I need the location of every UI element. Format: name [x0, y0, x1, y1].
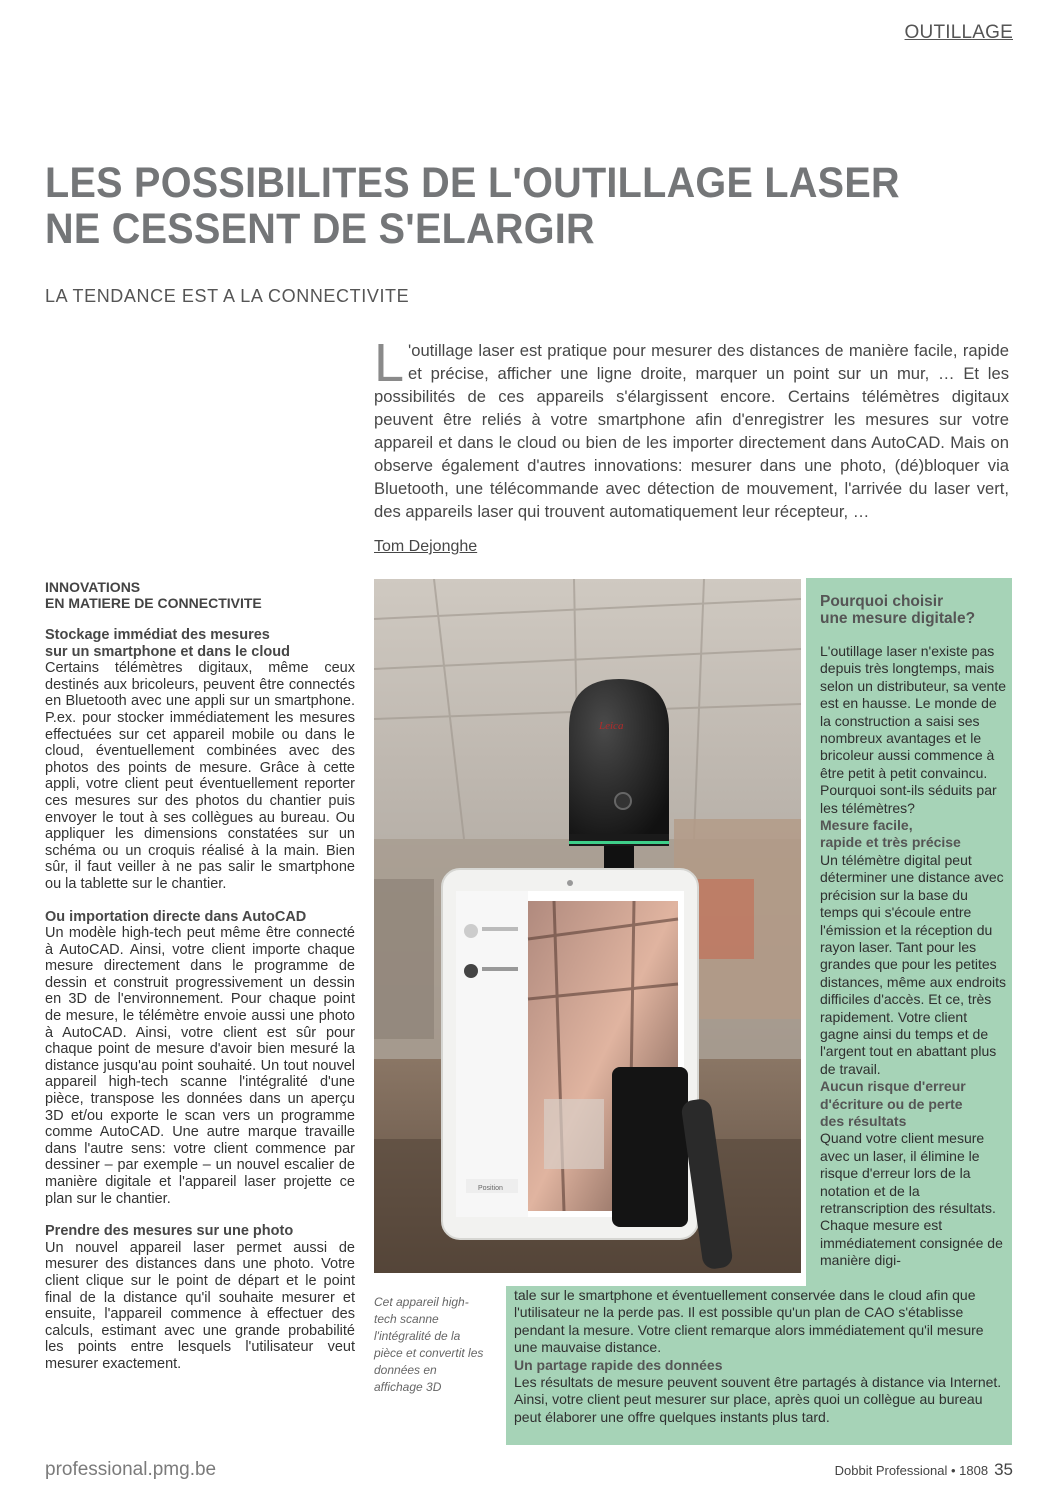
sidebar-title	[820, 593, 1006, 627]
sidebar-paragraph-4: Les résultats de mesure peuvent souvent être partagés à distance via Internet. Ainsi, votre client peut mesurer sur place, après quoi un collègue au bureau peut élaborer une offre quelques instants plus tard.	[514, 1374, 1002, 1425]
article-photo	[374, 579, 801, 1273]
sidebar-column	[820, 593, 1006, 1270]
scanner-logo: Leica	[599, 720, 624, 732]
subheading-cloud-line-2: sur un smartphone et dans le cloud	[45, 643, 290, 660]
paragraph-cloud: Certains télémètres digitaux, même ceux destinés aux bricoleurs, peuvent être connectés en Bluetooth avec une appli sur un smartphone. P.ex. pour stocker immédiatement les mesures effectuées sur cet appareil mobile ou dans le cloud, éventuellement combinées avec des photos des points de mesure. Grâce à cette appli, votre client peut éventuellement reporter ces mesures sur des photos du chantier puis envoyer le tout à ses collègues au bureau. Ou appliquer les dimensions constatées sur un schéma ou un croquis réalisé à la main. Bien sûr, il faut veiller à ne pas salir le smartphone ou la tablette sur le chantier.	[45, 660, 355, 892]
sidebar-subheading-2-line-1: Aucun risque d'erreur	[820, 1078, 966, 1095]
footer-publication	[835, 1460, 1013, 1480]
article-title	[45, 160, 928, 252]
dropcap: L	[374, 333, 405, 393]
section-heading-line-2: EN MATIERE DE CONNECTIVITE	[45, 594, 262, 611]
sidebar-subheading-3: Un partage rapide des données	[514, 1356, 723, 1373]
photo-caption: Cet appareil high-tech scanne l'intégralité de la pièce et convertit les données en affichage 3D	[374, 1295, 484, 1394]
sidebar-paragraph-3b: tale sur le smartphone et éventuellement conservée dans le cloud afin que l'utilisateur ne la perde pas. Il est possible qu'un plan de CAO s'établisse pendant la mesure. Votre client remarque alors immédiatement qu'il mesure une mauvaise distance.	[514, 1287, 984, 1356]
left-column	[45, 580, 355, 1373]
sidebar-subheading-1-line-1: Mesure facile,	[820, 817, 913, 834]
paragraph-photo: Un nouvel appareil laser permet aussi de mesurer des distances dans une photo. Votre client clique sur le point de départ et le point final de la distance qu'il souhaite mesurer et ensuite, l'appareil commence à effectuer des calculs, estimant avec une grande probabilité les points entre lesquels l'utilisateur veut mesurer exactement.	[45, 1239, 355, 1372]
title-line-1: LES POSSIBILITES DE L'OUTILLAGE LASER	[45, 159, 900, 207]
sidebar-title-line-1: Pourquoi choisir	[820, 593, 944, 610]
section-heading-line-1: INNOVATIONS	[45, 579, 141, 595]
subheading-cloud	[45, 627, 355, 660]
subheading-photo: Prendre des mesures sur une photo	[45, 1223, 294, 1240]
section-heading	[45, 580, 355, 611]
sidebar-paragraph-3a: Quand votre client mesure avec un laser, il élimine le risque d'erreur lors de la notation et de la retranscription des résultats. Chaque mesure est immédiatement consignée de manière digi-	[820, 1130, 1003, 1269]
footer-magazine: Dobbit Professional • 1808	[834, 1463, 989, 1478]
subheading-cloud-line-1: Stockage immédiat des mesures	[45, 627, 270, 643]
intro-text: 'outillage laser est pratique pour mesurer des distances de manière facile, rapide et précise, afficher une ligne droite, marquer un point sur un mur, … Et les possibilités de ces appareils s'élargissent encore. Certains télémètres digitaux peuvent être reliés à votre smartphone afin d'enregistrer les mesures sur votre appareil et dans le cloud ou bien de les importer directement dans AutoCAD. Mais on observe également d'autres innovations: mesurer dans une photo, (dé)bloquer via Bluetooth, une télécommande avec détection de mouvement, l'arrivée du laser vert, des appareils laser qui trouvent automatiquement leur récepteur, …	[374, 341, 1009, 521]
sidebar-subheading-2-line-3: des résultats	[820, 1112, 907, 1129]
sidebar-subheading-1-line-2: rapide et très précise	[820, 834, 961, 851]
footer-website[interactable]: professional.pmg.be	[45, 1459, 217, 1480]
sidebar-title-line-2: une mesure digitale?	[820, 610, 976, 627]
section-tag: OUTILLAGE	[904, 22, 1013, 43]
subheading-autocad: Ou importation directe dans AutoCAD	[45, 908, 307, 925]
author-byline: Tom Dejonghe	[374, 538, 478, 555]
sidebar-subheading-1	[820, 817, 1006, 852]
intro-paragraph	[374, 333, 1009, 523]
article-subtitle: LA TENDANCE EST A LA CONNECTIVITE	[45, 286, 410, 306]
sidebar-bottom-text	[514, 1287, 1006, 1426]
sidebar-subheading-2-line-2: d'écriture ou de perte	[820, 1095, 963, 1112]
sidebar-paragraph-1: L'outillage laser n'existe pas depuis très longtemps, mais selon un distributeur, sa vente est en hausse. Le monde de la construction a saisi ses nombreux avantages et le bricoleur aussi commence à être petit à petit convaincu. Pourquoi sont-ils séduits par les télémètres?	[820, 643, 1007, 816]
title-line-2: NE CESSENT DE S'ELARGIR	[45, 205, 595, 253]
sidebar-paragraph-2: Un télémètre digital peut déterminer une distance avec précision sur la base du temps qui s'écoule entre l'émission et la réception du rayon laser. Tant pour les grandes que pour les petites distances, même aux endroits difficiles d'accès. Et ce, très rapidement. Votre client gagne ainsi du temps et de l'argent tout en abattant plus de travail.	[820, 851, 1006, 1077]
tablet-button: Position	[478, 1185, 503, 1192]
sidebar-subheading-2	[820, 1078, 1006, 1130]
photo-illustration	[374, 579, 801, 1273]
paragraph-autocad: Un modèle high-tech peut même être connecté à AutoCAD. Ainsi, votre client importe chaque mesure directement dans le programme de dessin et construit progressivement un dessin en 3D de l'environnement. Pour chaque point de mesure, le télémètre envoie aussi une photo à AutoCAD. Ainsi, votre client est sûr pour chaque point de mesure d'avoir bien mesuré la distance jusqu'au point souhaité. Un tout nouvel appareil high-tech scanne l'intégralité d'une pièce, transpose les données dans un aperçu 3D et/ou exporte le scan vers un programme comme AutoCAD. Une autre marque travaille dans l'autre sens: votre client commence par dessiner – par exemple – un nouvel escalier de manière digitale et l'appareil laser projette ce plan sur le chantier.	[45, 925, 355, 1207]
page-number: 35	[994, 1460, 1013, 1479]
